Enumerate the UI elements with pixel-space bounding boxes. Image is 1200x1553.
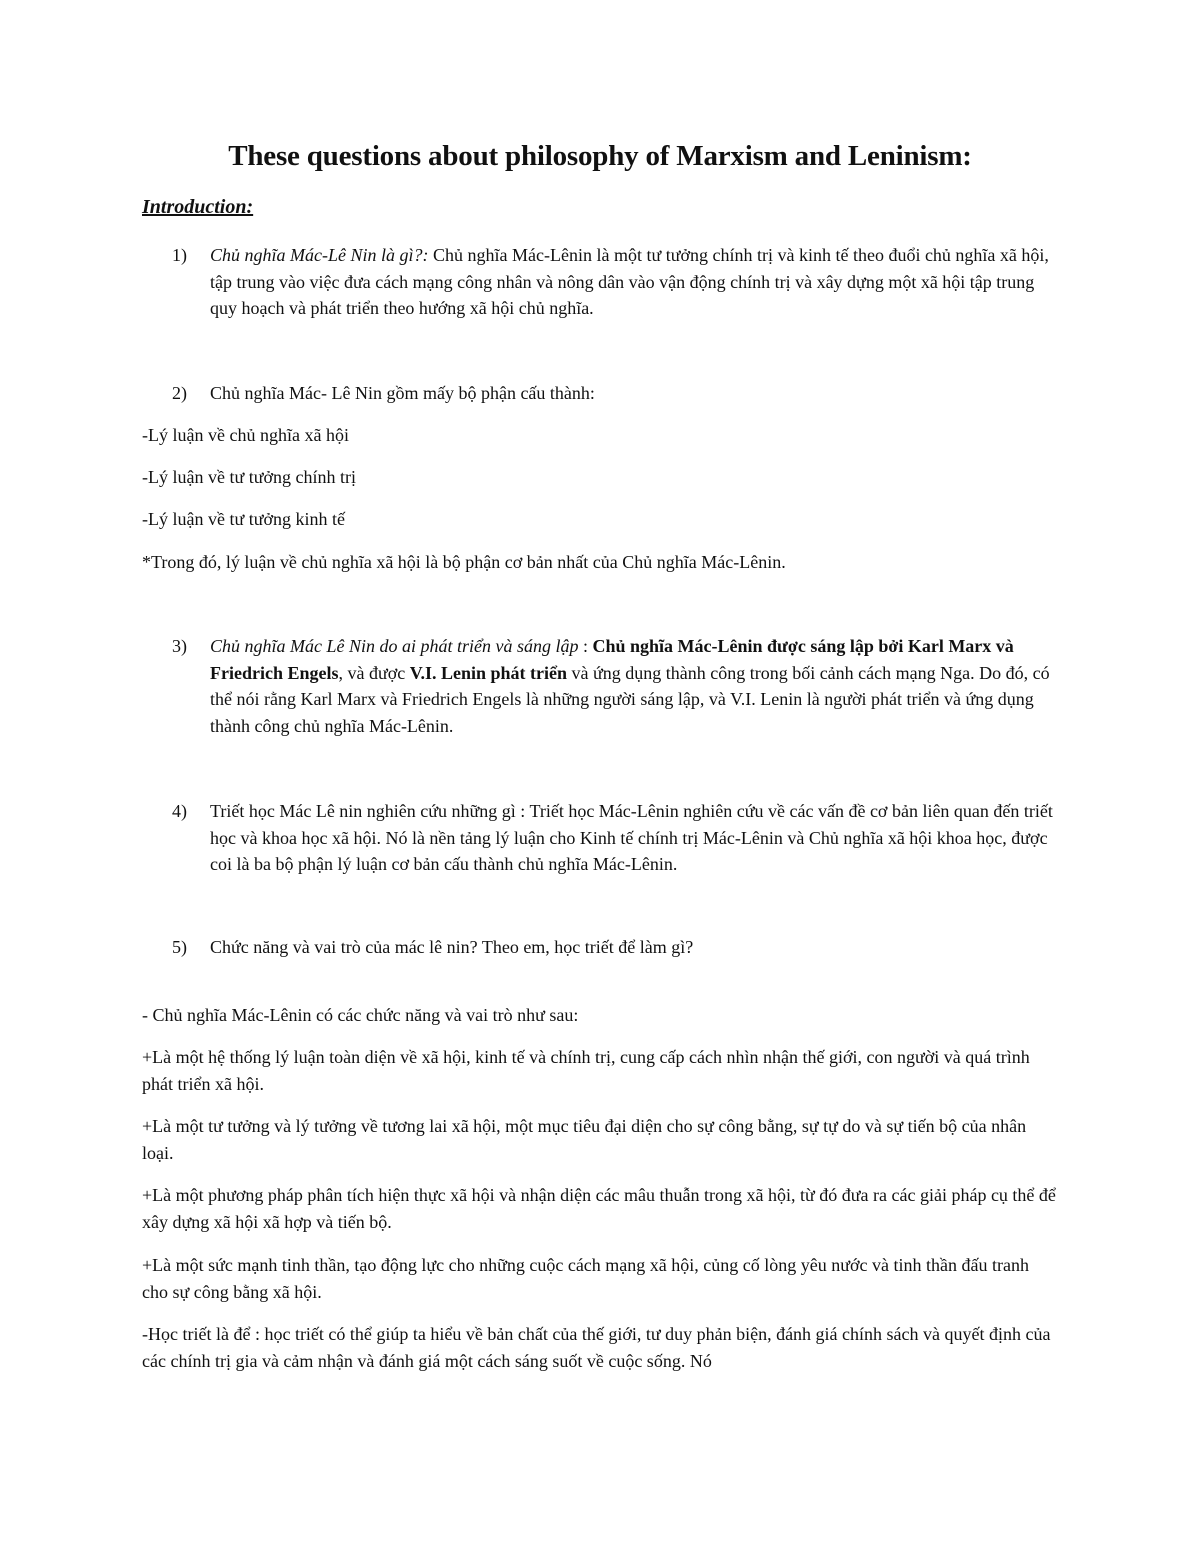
functions-intro: - Chủ nghĩa Mác-Lênin có các chức năng và vai trò như sau: [142,1005,579,1025]
question-3-text-2: và ứng dụng thành công trong bối cảnh cách mạng Nga. Do đó, có thể nói rằng Karl Marx và Friedrich Engels là những người sáng lập, và V.I. Lenin là người phát triển và ứng dụng thành công chủ nghĩa Mác-Lênin. [210,662,1050,736]
question-1-body [210,242,1057,322]
question-4 [172,798,1057,878]
question-3-text-1: , và được [338,662,410,683]
component-item: -Lý luận về tư tưởng kinh tế [142,509,345,529]
question-5-number: 5) [172,937,187,957]
question-5-text: Chức năng và vai trò của mác lê nin? Theo em, học triết để làm gì? [210,937,694,957]
component-item: -Lý luận về chủ nghĩa xã hội [142,425,349,445]
question-1-title: Chủ nghĩa Mác-Lê Nin là gì?: [210,245,429,265]
function-item: +Là một phương pháp phân tích hiện thực xã hội và nhận diện các mâu thuẫn trong xã hội, từ đó đưa ra các giải pháp cụ thể để xây dựng xã hội xã hợp và tiến bộ. [142,1185,1056,1232]
question-4-text: Triết học Mác Lê nin nghiên cứu những gì : Triết học Mác-Lênin nghiên cứu về các vấn đề cơ bản liên quan đến triết học và khoa học xã hội. Nó là nền tảng lý luận cho Kinh tế chính trị Mác-Lênin và Chủ nghĩa xã hội khoa học, được coi là ba bộ phận lý luận cơ bản cấu thành chủ nghĩa Mác-Lênin. [210,801,1053,874]
question-1-answer: Chủ nghĩa Mác-Lênin là một tư tưởng chính trị và kinh tế theo đuổi chủ nghĩa xã hội, tập trung vào việc đưa cách mạng công nhân và nông dân vào vận động chính trị và xây dựng một xã hội tập trung quy hoạch và phát triển theo hướng xã hội chủ nghĩa. [210,245,1049,318]
component-item: -Lý luận về tư tưởng chính trị [142,467,356,487]
question-3-body [210,633,1057,739]
function-item: +Là một hệ thống lý luận toàn diện về xã hội, kinh tế và chính trị, cung cấp cách nhìn nhận thế giới, con người và quá trình phát triển xã hội. [142,1047,1030,1094]
question-1 [172,242,1057,322]
question-3-bold-founders: Chủ nghĩa Mác-Lênin được sáng lập bởi Karl Marx và Friedrich Engels [210,636,1014,683]
question-5 [172,934,1057,961]
question-3 [172,633,1057,739]
question-3-title: Chủ nghĩa Mác Lê Nin do ai phát triển và sáng lập [210,636,579,656]
function-item: +Là một tư tưởng và lý tưởng về tương lai xã hội, một mục tiêu đại diện cho sự công bằng, sự tự do và sự tiến bộ của nhân loại. [142,1116,1027,1163]
question-3-bold-lenin: V.I. Lenin phát triển [409,662,567,683]
question-2 [172,380,1057,407]
question-4-number: 4) [172,801,187,821]
section-heading-introduction: Introduction: [142,196,254,218]
question-2-number: 2) [172,383,187,403]
page-title: These questions about philosophy of Marxism and Leninism: [228,140,972,172]
component-note: *Trong đó, lý luận về chủ nghĩa xã hội là bộ phận cơ bản nhất của Chủ nghĩa Mác-Lênin. [142,552,786,572]
function-item: +Là một sức mạnh tinh thần, tạo động lực cho những cuộc cách mạng xã hội, củng cố lòng yêu nước và tinh thần đấu tranh cho sự công bằng xã hội. [142,1255,1029,1302]
question-3-number: 3) [172,636,187,656]
why-study-paragraph: -Học triết là để : học triết có thể giúp ta hiểu về bản chất của thế giới, tư duy phản biện, đánh giá chính sách và quyết định của các chính trị gia và cảm nhận và đánh giá một cách sáng suốt về cuộc sống. Nó [142,1324,1051,1371]
question-1-number: 1) [172,245,187,265]
question-2-title: Chủ nghĩa Mác- Lê Nin gồm mấy bộ phận cấu thành: [210,383,595,403]
question-3-separator: : [578,636,593,656]
